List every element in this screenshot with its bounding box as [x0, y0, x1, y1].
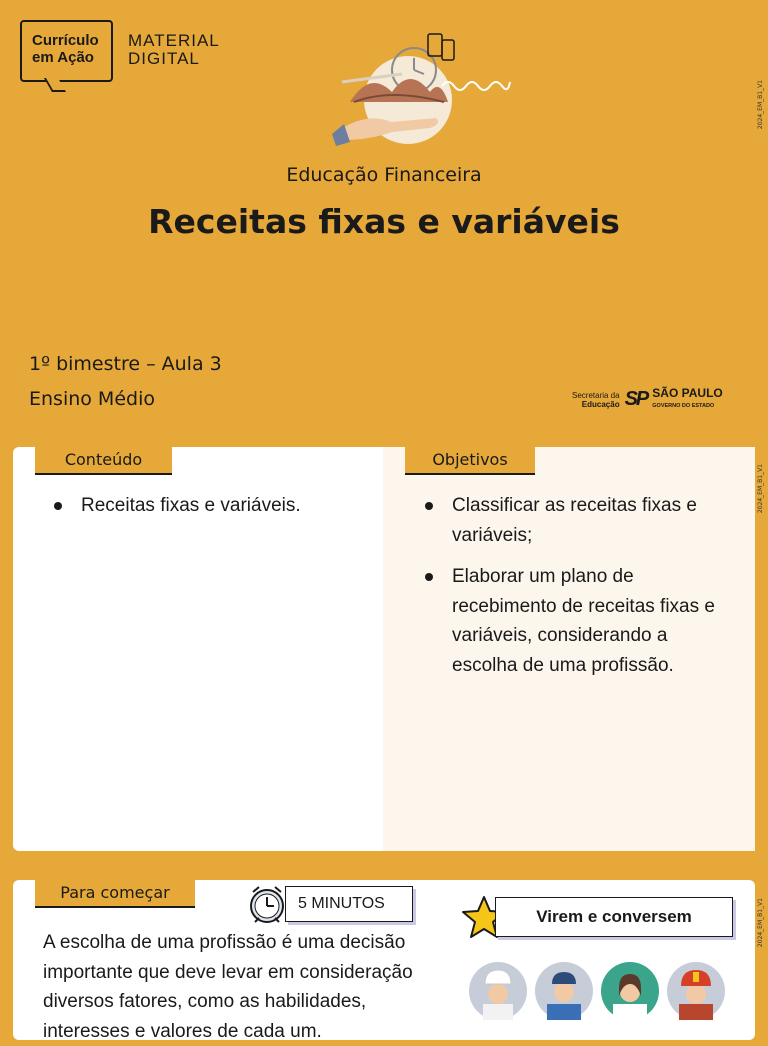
material-digital-line-2: DIGITAL: [128, 49, 200, 68]
sp-mark: SP: [624, 388, 648, 410]
timer-label: 5 MINUTOS: [285, 886, 413, 922]
chef-avatar-icon: [469, 962, 527, 1020]
sao-paulo-government-logo: [572, 388, 723, 411]
firefighter-avatar-icon: [667, 962, 725, 1020]
book-hand-icon: [330, 30, 520, 150]
phone-icon: [428, 34, 442, 56]
curriculo-em-acao-logo: [20, 20, 113, 82]
objectives-list: [422, 491, 732, 692]
intro-paragraph: A escolha de uma profissão é uma decisão importante que deve levar em consideração diversos fatores, como as habilidades, interesses e valores de cada um.: [43, 932, 413, 1042]
content-card: [13, 447, 755, 851]
side-code: 2024_EM_B1_V1: [757, 80, 764, 130]
profession-avatars: [469, 962, 725, 1020]
tab-objetivos: Objetivos: [405, 447, 535, 475]
speech-bubble-tail: [44, 78, 66, 92]
subject-title: Educação Financeira: [286, 164, 482, 186]
para-comecar-slide: [0, 868, 768, 1042]
content-list: [51, 491, 371, 533]
tab-para-comecar: Para começar: [35, 880, 195, 908]
doctor-avatar-icon: [601, 962, 659, 1020]
level-label: Ensino Médio: [29, 388, 155, 410]
content-objectives-slide: [0, 434, 768, 866]
material-digital-line-1: MATERIAL: [128, 31, 220, 50]
timer-badge: [245, 882, 413, 926]
logo-line-1: Currículo: [32, 32, 99, 49]
period-label: 1º bimestre – Aula 3: [29, 353, 222, 375]
secretaria-label: Secretaria da Educação: [572, 390, 620, 409]
logo-line-2: em Ação: [32, 49, 94, 66]
list-item: Receitas fixas e variáveis.: [51, 491, 371, 521]
list-item: Classificar as receitas fixas e variáveis;: [422, 491, 732, 550]
list-item: Elaborar um plano de recebimento de receitas fixas e variáveis, considerando a escolha de uma profissão.: [422, 562, 732, 680]
governo-label: SÃO PAULO GOVERNO DO ESTADO: [652, 386, 723, 409]
cover-slide: [0, 0, 768, 432]
worker-avatar-icon: [535, 962, 593, 1020]
discussion-label: Virem e conversem: [495, 897, 733, 937]
material-digital-logo: [128, 32, 220, 68]
tab-conteudo: Conteúdo: [35, 447, 172, 475]
side-code: 2024_EM_B1_V1: [757, 464, 764, 514]
start-card: [13, 880, 755, 1040]
lesson-title: Receitas fixas e variáveis: [148, 202, 620, 241]
discussion-badge: [461, 894, 733, 940]
alarm-clock-icon: [245, 882, 289, 926]
side-code: 2024_EM_B1_V1: [757, 898, 764, 948]
